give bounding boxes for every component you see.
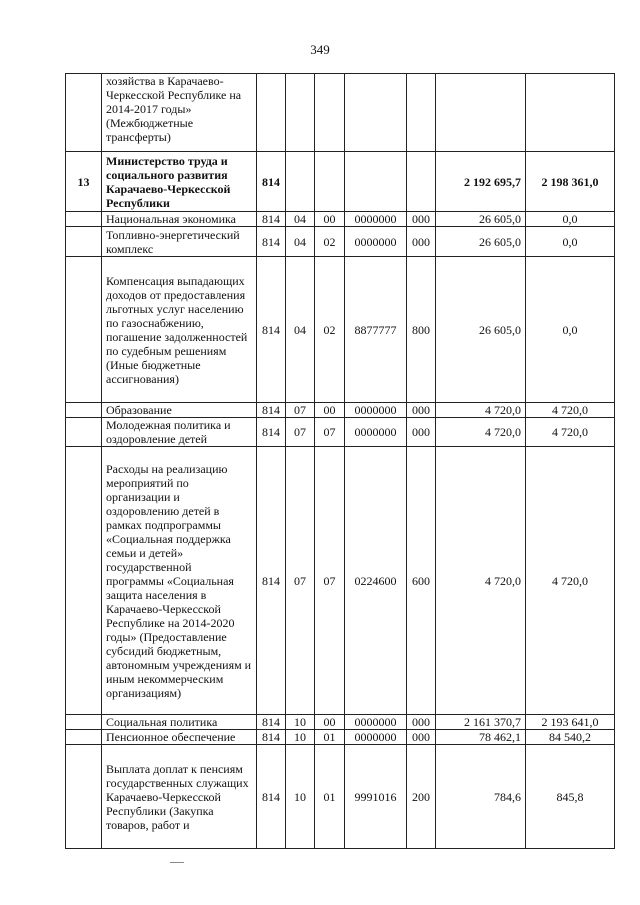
cell-vr: 000 bbox=[407, 212, 436, 227]
scan-mark bbox=[170, 862, 184, 863]
cell-csr: 0000000 bbox=[345, 403, 407, 418]
cell-rz: 10 bbox=[286, 715, 315, 730]
cell-ved bbox=[257, 74, 286, 152]
cell-n bbox=[66, 715, 102, 730]
table-row bbox=[66, 227, 615, 257]
cell-vr: 000 bbox=[407, 418, 436, 447]
cell-vr: 000 bbox=[407, 730, 436, 745]
cell-ved: 814 bbox=[257, 730, 286, 745]
cell-n bbox=[66, 74, 102, 152]
cell-rz: 04 bbox=[286, 212, 315, 227]
cell-s2: 84 540,2 bbox=[526, 730, 615, 745]
cell-csr: 0000000 bbox=[345, 212, 407, 227]
cell-s2: 2 198 361,0 bbox=[526, 152, 615, 212]
cell-n bbox=[66, 418, 102, 447]
cell-vr: 000 bbox=[407, 227, 436, 257]
cell-pr: 01 bbox=[315, 745, 345, 849]
cell-rz: 07 bbox=[286, 418, 315, 447]
cell-ved: 814 bbox=[257, 447, 286, 715]
cell-csr: 0000000 bbox=[345, 418, 407, 447]
page-number: 349 bbox=[310, 42, 330, 57]
table-row bbox=[66, 730, 615, 745]
cell-ved: 814 bbox=[257, 257, 286, 403]
cell-s1: 26 605,0 bbox=[436, 257, 526, 403]
cell-rz bbox=[286, 74, 315, 152]
cell-s1: 4 720,0 bbox=[436, 403, 526, 418]
table-row bbox=[66, 447, 615, 715]
cell-rz: 04 bbox=[286, 227, 315, 257]
cell-s1: 4 720,0 bbox=[436, 447, 526, 715]
cell-n bbox=[66, 745, 102, 849]
cell-ved: 814 bbox=[257, 152, 286, 212]
cell-name: Пенсионное обеспечение bbox=[102, 730, 257, 745]
cell-vr bbox=[407, 74, 436, 152]
cell-csr bbox=[345, 74, 407, 152]
cell-csr: 0000000 bbox=[345, 730, 407, 745]
cell-csr bbox=[345, 152, 407, 212]
table-row bbox=[66, 257, 615, 403]
cell-rz bbox=[286, 152, 315, 212]
cell-pr: 00 bbox=[315, 212, 345, 227]
cell-s1: 26 605,0 bbox=[436, 212, 526, 227]
cell-ved: 814 bbox=[257, 418, 286, 447]
cell-s1 bbox=[436, 74, 526, 152]
cell-n: 13 bbox=[66, 152, 102, 212]
cell-ved: 814 bbox=[257, 227, 286, 257]
table-row bbox=[66, 212, 615, 227]
cell-csr: 8877777 bbox=[345, 257, 407, 403]
cell-pr: 00 bbox=[315, 715, 345, 730]
cell-name: Социальная политика bbox=[102, 715, 257, 730]
cell-vr: 800 bbox=[407, 257, 436, 403]
cell-ved: 814 bbox=[257, 745, 286, 849]
cell-csr: 0000000 bbox=[345, 715, 407, 730]
cell-s1: 4 720,0 bbox=[436, 418, 526, 447]
cell-name: Образование bbox=[102, 403, 257, 418]
cell-s2: 2 193 641,0 bbox=[526, 715, 615, 730]
cell-s1: 2 161 370,7 bbox=[436, 715, 526, 730]
cell-pr bbox=[315, 152, 345, 212]
cell-vr: 200 bbox=[407, 745, 436, 849]
cell-pr bbox=[315, 74, 345, 152]
cell-s2: 4 720,0 bbox=[526, 418, 615, 447]
table-row bbox=[66, 403, 615, 418]
cell-pr: 07 bbox=[315, 418, 345, 447]
cell-vr: 000 bbox=[407, 403, 436, 418]
cell-s1: 26 605,0 bbox=[436, 227, 526, 257]
cell-rz: 04 bbox=[286, 257, 315, 403]
cell-rz: 07 bbox=[286, 403, 315, 418]
cell-vr: 600 bbox=[407, 447, 436, 715]
cell-csr: 9991016 bbox=[345, 745, 407, 849]
table-row bbox=[66, 152, 615, 212]
cell-pr: 01 bbox=[315, 730, 345, 745]
table-row bbox=[66, 745, 615, 849]
cell-ved: 814 bbox=[257, 212, 286, 227]
cell-n bbox=[66, 212, 102, 227]
cell-name: Министерство труда и социального развития Карачаево-Черкесской Республики bbox=[102, 152, 257, 212]
cell-s2: 4 720,0 bbox=[526, 403, 615, 418]
cell-n bbox=[66, 257, 102, 403]
table-row bbox=[66, 74, 615, 152]
cell-rz: 10 bbox=[286, 745, 315, 849]
cell-name: Расходы на реализацию мероприятий по организации и оздоровлению детей в рамках подпрограммы «Социальная поддержка семьи и детей» государственной программы «Социальная защита населения в Карачаево-Черкесской Республике на 2014-2020 годы» (Предоставление субсидий бюджетным, автономным учреждениям и иным некоммерческим организациям) bbox=[102, 447, 257, 715]
cell-n bbox=[66, 403, 102, 418]
cell-s2: 0,0 bbox=[526, 212, 615, 227]
cell-s2 bbox=[526, 74, 615, 152]
cell-name: Молодежная политика и оздоровление детей bbox=[102, 418, 257, 447]
cell-name: Выплата доплат к пенсиям государственных служащих Карачаево-Черкесской Республики (Закупка товаров, работ и bbox=[102, 745, 257, 849]
table-row bbox=[66, 418, 615, 447]
table-row bbox=[66, 715, 615, 730]
cell-s1: 2 192 695,7 bbox=[436, 152, 526, 212]
cell-n bbox=[66, 730, 102, 745]
cell-pr: 02 bbox=[315, 227, 345, 257]
cell-s2: 0,0 bbox=[526, 257, 615, 403]
cell-ved: 814 bbox=[257, 715, 286, 730]
cell-s1: 784,6 bbox=[436, 745, 526, 849]
cell-name: Компенсация выпадающих доходов от предоставления льготных услуг населению по газоснабжению, погашение задолженностей по судебным решениям (Иные бюджетные ассигнования) bbox=[102, 257, 257, 403]
cell-name: Топливно-энергетический комплекс bbox=[102, 227, 257, 257]
cell-vr bbox=[407, 152, 436, 212]
cell-rz: 10 bbox=[286, 730, 315, 745]
cell-csr: 0224600 bbox=[345, 447, 407, 715]
cell-s1: 78 462,1 bbox=[436, 730, 526, 745]
cell-name: Национальная экономика bbox=[102, 212, 257, 227]
cell-pr: 02 bbox=[315, 257, 345, 403]
cell-s2: 0,0 bbox=[526, 227, 615, 257]
cell-ved: 814 bbox=[257, 403, 286, 418]
budget-table bbox=[65, 73, 615, 849]
cell-rz: 07 bbox=[286, 447, 315, 715]
cell-name: хозяйства в Карачаево-Черкесской Республике на 2014-2017 годы» (Межбюджетные трансферты) bbox=[102, 74, 257, 152]
cell-csr: 0000000 bbox=[345, 227, 407, 257]
cell-pr: 07 bbox=[315, 447, 345, 715]
cell-s2: 845,8 bbox=[526, 745, 615, 849]
cell-n bbox=[66, 227, 102, 257]
cell-s2: 4 720,0 bbox=[526, 447, 615, 715]
cell-vr: 000 bbox=[407, 715, 436, 730]
cell-pr: 00 bbox=[315, 403, 345, 418]
cell-n bbox=[66, 447, 102, 715]
